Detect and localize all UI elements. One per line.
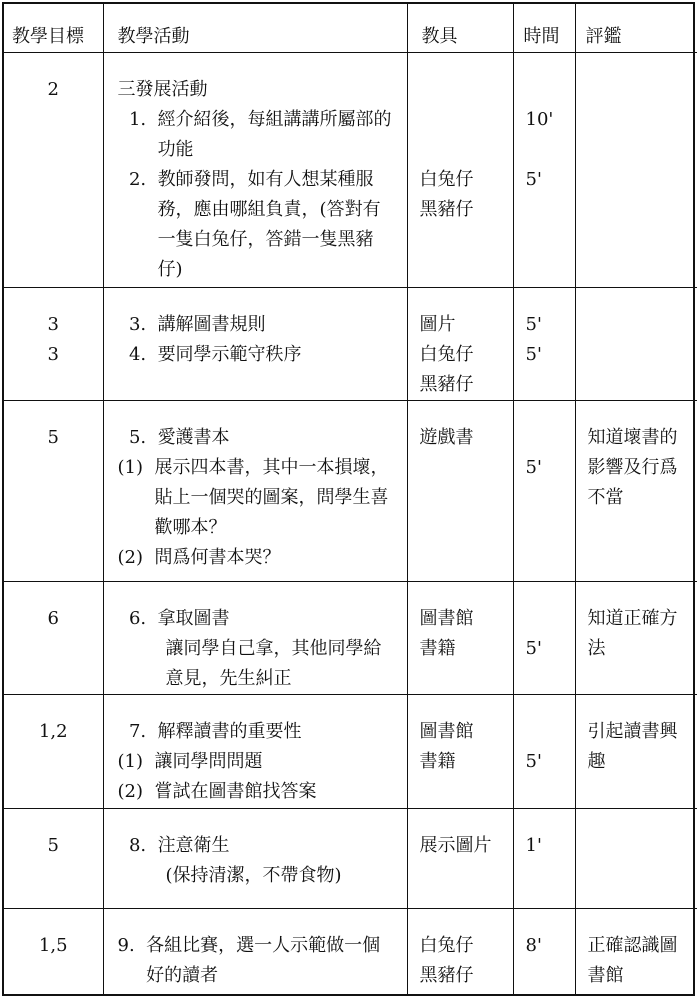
evaluation-cell: 知道壞書的影響及行爲不當 <box>575 401 697 581</box>
activity-cell <box>103 809 407 909</box>
table-row <box>4 581 697 695</box>
time-value: 10' <box>525 109 554 130</box>
header-time: 時間 <box>513 4 575 53</box>
activity-number: 3. <box>117 313 158 335</box>
activity-cell <box>103 53 407 288</box>
tool-item: 白兔仔 <box>419 169 474 190</box>
header-goal: 教學目標 <box>4 4 103 53</box>
tool-item: 白兔仔 <box>419 343 474 365</box>
tool-item: 圖片 <box>419 313 456 335</box>
tool-item: 書籍 <box>419 751 456 773</box>
time-value: 8' <box>525 934 542 956</box>
evaluation-cell <box>575 53 697 288</box>
activity-line <box>118 453 397 543</box>
activity-number: 8. <box>117 835 158 857</box>
time-value: 5' <box>525 637 542 659</box>
time-value <box>526 135 571 165</box>
activity-text: 問爲何書本哭？ <box>154 547 281 569</box>
goal-cell: 5 <box>4 401 103 581</box>
time-value: 5' <box>525 457 542 479</box>
evaluation-cell <box>575 287 697 401</box>
tool-item: 白兔仔 <box>419 934 474 956</box>
tools-cell <box>407 401 513 581</box>
time-value <box>526 604 571 634</box>
activity-line <box>118 75 397 105</box>
time-cell <box>513 695 575 809</box>
tool-item: 黑豬仔 <box>419 964 474 986</box>
evaluation-cell: 引起讀書興趣 <box>575 695 697 809</box>
activity-cell <box>103 908 407 994</box>
activity-text: 注意衛生 <box>157 835 230 857</box>
time-cell <box>513 908 575 994</box>
activity-text: 講解圖書規則 <box>157 313 266 335</box>
lesson-plan-table <box>4 4 697 994</box>
evaluation-cell: 正確認識圖書館 <box>575 908 697 994</box>
table-row <box>4 401 697 581</box>
tools-cell <box>407 809 513 909</box>
tools-cell <box>407 695 513 809</box>
tools-cell <box>407 581 513 695</box>
tool-item <box>420 135 507 165</box>
time-value <box>526 423 571 453</box>
tool-item: 遊戲書 <box>419 427 474 449</box>
time-cell <box>513 581 575 695</box>
table-row <box>4 53 697 288</box>
table-row <box>4 908 697 994</box>
tool-item <box>420 75 507 105</box>
activity-number: (2) <box>117 781 155 803</box>
time-value <box>526 717 571 747</box>
activity-number: 6. <box>117 607 158 629</box>
goal-cell: 6 <box>4 581 103 695</box>
activity-number: 5. <box>117 427 158 449</box>
time-cell <box>513 809 575 909</box>
tools-cell <box>407 908 513 994</box>
activity-text: 教師發問，如有人想某種服務，應由哪組負責，(答對有一隻白兔仔，答錯一隻黑豬仔) <box>157 169 381 280</box>
tool-item: 書籍 <box>419 637 456 659</box>
activity-text: 三發展活動 <box>117 79 208 100</box>
header-tools: 教具 <box>407 4 513 53</box>
activity-line <box>118 543 397 573</box>
time-value: 5' <box>525 751 542 773</box>
activity-line <box>118 634 397 694</box>
activity-text: 讓同學自己拿，其他同學給意見，先生糾正 <box>165 637 382 689</box>
tool-item: 黑豬仔 <box>419 199 474 220</box>
time-value: 5' <box>525 169 542 190</box>
lesson-plan-table-frame <box>2 2 695 996</box>
tool-item: 圖書館 <box>419 721 474 743</box>
activity-cell <box>103 401 407 581</box>
activity-line <box>118 861 397 891</box>
header-row <box>4 4 697 53</box>
activity-text: (保持清潔，不帶食物) <box>165 865 342 887</box>
activity-number: 2. <box>117 169 158 190</box>
goal-cell: 5 <box>4 809 103 909</box>
time-value: 5' <box>525 343 542 365</box>
time-cell <box>513 53 575 288</box>
activity-text: 拿取圖書 <box>157 607 230 629</box>
tools-cell <box>407 53 513 288</box>
activity-text: 愛護書本 <box>157 427 230 449</box>
activity-cell <box>103 695 407 809</box>
activity-number: 4. <box>117 343 158 365</box>
activity-cell <box>103 581 407 695</box>
header-activity: 教學活動 <box>103 4 407 53</box>
goal-cell: 2 <box>4 53 103 288</box>
activity-line <box>118 604 397 634</box>
activity-number: (1) <box>117 751 155 773</box>
table-row <box>4 287 697 401</box>
activity-line <box>118 340 397 370</box>
goal-cell: 1,5 <box>4 908 103 994</box>
tool-item: 黑豬仔 <box>419 373 474 395</box>
activity-line <box>118 777 397 807</box>
activity-text: 展示四本書，其中一本損壞，貼上一個哭的圖案，問學生喜歡哪本？ <box>154 457 389 539</box>
tool-item: 圖書館 <box>419 607 474 629</box>
activity-text: 讓同學問問題 <box>154 751 263 773</box>
activity-line <box>118 831 397 861</box>
activity-number: 1. <box>117 109 158 130</box>
time-value: 5' <box>525 313 542 335</box>
evaluation-cell: 知道正確方法 <box>575 581 697 695</box>
activity-number: 9. <box>117 934 147 956</box>
activity-number: 7. <box>117 721 158 743</box>
goal-cell: 3 3 <box>4 287 103 401</box>
activity-text: 嘗試在圖書館找答案 <box>154 781 317 803</box>
activity-text: 經介紹後，每組講講所屬部的功能 <box>157 109 392 160</box>
activity-line <box>118 717 397 747</box>
activity-text: 要同學示範守秩序 <box>157 343 302 365</box>
tool-item <box>420 105 507 135</box>
activity-line <box>118 105 397 165</box>
table-row <box>4 695 697 809</box>
activity-cell <box>103 287 407 401</box>
activity-line <box>118 310 397 340</box>
activity-text: 解釋讀書的重要性 <box>157 721 302 743</box>
table-row <box>4 809 697 909</box>
activity-line <box>118 165 397 285</box>
activity-line <box>118 931 397 991</box>
time-value: 1' <box>525 835 542 857</box>
time-cell <box>513 401 575 581</box>
activity-number: (2) <box>117 547 155 569</box>
time-cell <box>513 287 575 401</box>
tool-item: 展示圖片 <box>419 835 492 857</box>
activity-line <box>118 423 397 453</box>
evaluation-cell <box>575 809 697 909</box>
tools-cell <box>407 287 513 401</box>
activity-number: (1) <box>117 457 155 479</box>
goal-cell: 1,2 <box>4 695 103 809</box>
activity-line <box>118 747 397 777</box>
activity-text: 各組比賽，選一人示範做一個好的讀者 <box>146 934 381 986</box>
header-evaluation: 評鑑 <box>575 4 697 53</box>
time-value <box>526 75 571 105</box>
